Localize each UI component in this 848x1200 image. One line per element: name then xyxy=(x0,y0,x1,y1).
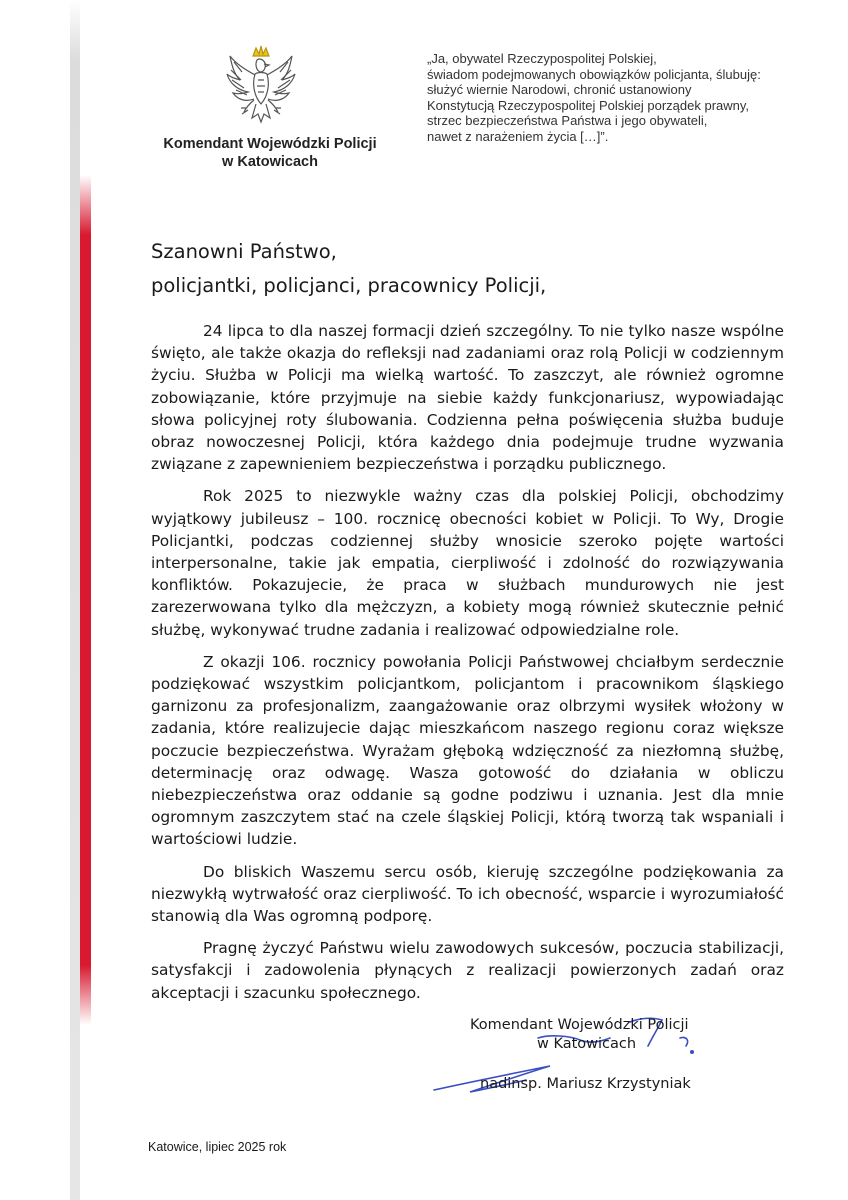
police-oath-quote xyxy=(427,51,807,145)
place-and-date: Katowice, lipiec 2025 rok xyxy=(148,1140,287,1154)
body-paragraph: Do bliskich Waszemu sercu osób, kieruję szczególne podziękowania za niezwykłą wytrwałość oraz cierpliwość. To ich obecność, wsparcie i wyrozumiałość stanowią dla Was ogromną podporę. xyxy=(151,862,784,926)
signature-block xyxy=(470,1016,730,1054)
salutation-line1: Szanowni Państwo, xyxy=(151,240,337,263)
left-red-stripe xyxy=(80,175,91,1025)
office-title-line2: w Katowicach xyxy=(222,154,318,170)
body-paragraph: Z okazji 106. rocznicy powołania Policji Państwowej chciałbym serdecznie podziękować wszystkim policjantkom, policjantom i pracownikom śląskiego garnizonu za profesjonalizm, zaangażowanie oraz olbrzymi wysiłek włożony w zadania, które realizujecie dając mieszkańcom naszego regionu coraz większe poczucie bezpieczeństwa. Wyrażam głęboką wdzięczność za niezłomną służbę, determinację oraz odwagę. Wasza gotowość do działania w obliczu niebezpieczeństwa oraz oddanie są godne podziwu i uznania. Jest dla mnie ogromnym zaszczytem stać na czele śląskiej Policji, którą tworzą tak wspaniali i wartościowi ludzie. xyxy=(151,652,784,849)
oath-line: strzec bezpieczeństwa Państwa i jego obywateli, xyxy=(427,113,708,129)
signer-name: nadinsp. Mariusz Krzystyniak xyxy=(480,1076,691,1092)
signer-title-line2: w Katowicach xyxy=(537,1036,637,1052)
salutation-line2: policjantki, policjanci, pracownicy Policji, xyxy=(151,274,547,297)
issuing-office xyxy=(140,135,400,171)
signer-title-line1: Komendant Wojewódzki Policji xyxy=(470,1017,689,1033)
left-grey-stripe xyxy=(70,0,80,1200)
oath-line: świadom podejmowanych obowiązków policjanta, ślubuję: xyxy=(427,66,761,82)
oath-line: nawet z narażeniem życia […]”. xyxy=(427,128,609,144)
oath-line: Konstytucją Rzeczypospolitej Polskiej porządek prawny, xyxy=(427,97,750,113)
salutation xyxy=(151,235,546,303)
body-paragraph: Rok 2025 to niezwykle ważny czas dla polskiej Policji, obchodzimy wyjątkowy jubileusz – 100. rocznicę obecności kobiet w Policji. To Wy, Drogie Policjantki, podczas codziennej służby wnosicie szeroko pojęte wartości interpersonalne, takie jak empatia, cierpliwość i zdolność do rozwiązywania konfliktów. Pokazujecie, że praca w służbach mundurowych nie jest zarezerwowana tylko dla mężczyzn, a kobiety mogą również skutecznie pełnić służbę, wykonywać trudne zadania i realizować odpowiedzialne role. xyxy=(151,487,784,639)
oath-line: „Ja, obywatel Rzeczypospolitej Polskiej, xyxy=(427,51,657,66)
letter-body xyxy=(151,320,784,1014)
office-title-line1: Komendant Wojewódzki Policji xyxy=(163,136,377,152)
body-paragraph: 24 lipca to dla naszej formacji dzień szczególny. To nie tylko nasze wspólne święto, ale także okazja do refleksji nad zadaniami oraz rolą Policji w codziennym życiu. Służba w Policji ma wielką wartość. To zaszczyt, ale również ogromne zobowiązanie, które przyjmuje na siebie każdy funkcjonariusz, wypowiadając słowa policyjnej roty ślubowania. Codzienna pełna poświęcenia służba buduje obraz nowoczesnej Policji, która każdego dnia podejmuje trudne wyzwania związane z zapewnieniem bezpieczeństwa i porządku publicznego. xyxy=(151,322,784,474)
oath-line: służyć wiernie Narodowi, chronić ustanowiony xyxy=(427,82,692,98)
polish-eagle-emblem-icon xyxy=(222,44,300,132)
body-paragraph: Pragnę życzyć Państwu wielu zawodowych sukcesów, poczucia stabilizacji, satysfakcji i zadowolenia płynących z realizacji powierzonych zadań oraz akceptacji i szacunku społecznego. xyxy=(151,939,784,1002)
